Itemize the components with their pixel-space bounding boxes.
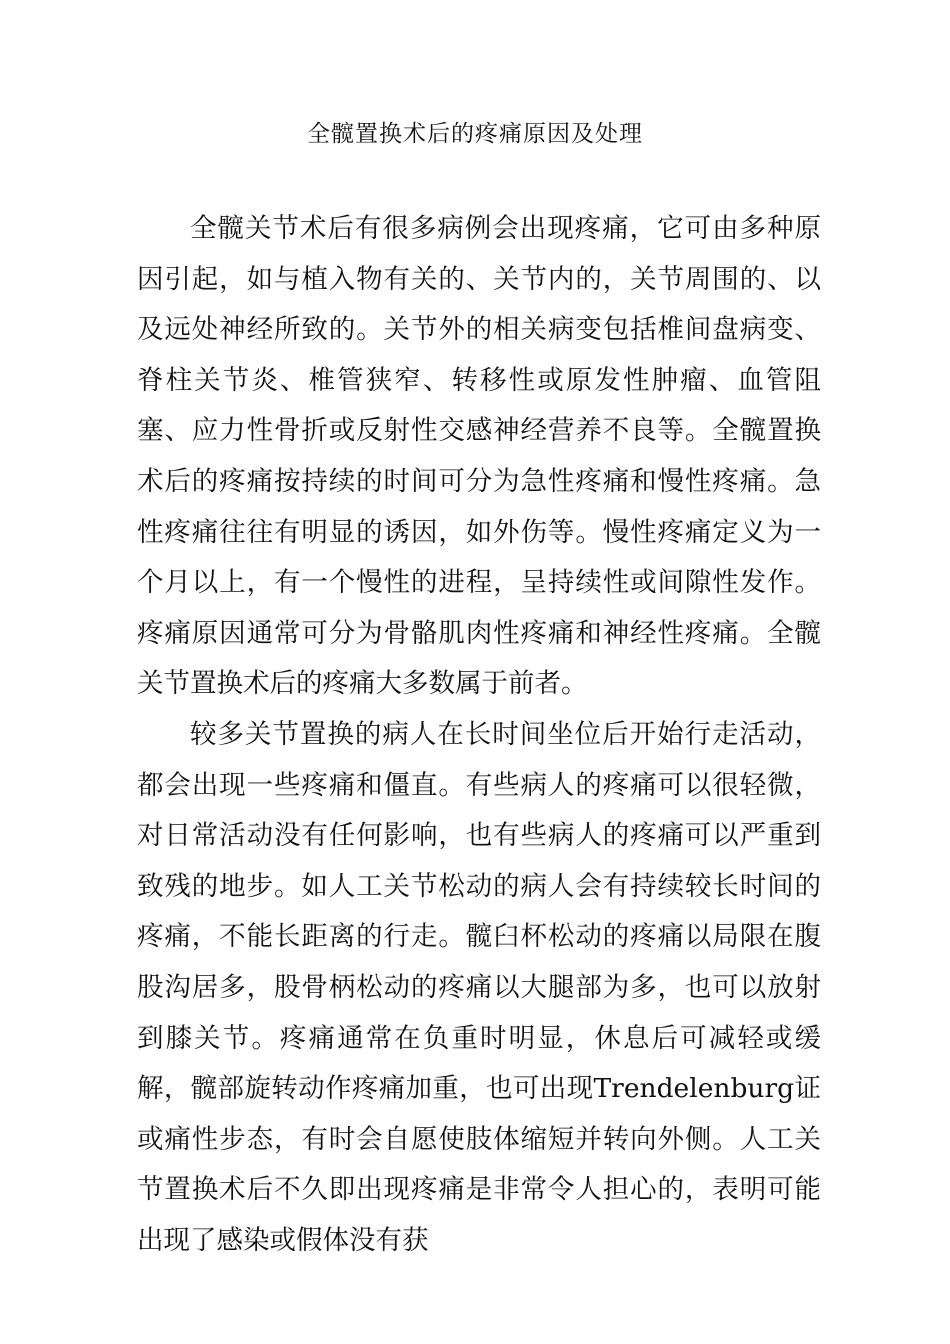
paragraph-2: 较多关节置换的病人在长时间坐位后开始行走活动，都会出现一些疼痛和僵直。有些病人的疼痛可以很轻微，对日常活动没有任何影响，也有些病人的疼痛可以严重到致残的地步。如人工关节松动的病人会有持续较长时间的疼痛，不能长距离的行走。髋臼杯松动的疼痛以局限在腹股沟居多，股骨柄松动的疼痛以大腿部为多，也可以放射到膝关节。疼痛通常在负重时明显，休息后可减轻或缓解，髋部旋转动作疼痛加重，也可出现Trendelenburg证或痛性步态，有时会自愿使肢体缩短并转向外侧。人工关节置换术后不久即出现疼痛是非常令人担心的，表明可能出现了感染或假体没有获 — [137, 718, 821, 1256]
paragraph-1: 全髋关节术后有很多病例会出现疼痛，它可由多种原因引起，如与植入物有关的、关节内的，关节周围的、以及远处神经所致的。关节外的相关病变包括椎间盘病变、脊柱关节炎、椎管狭窄、转移性或原发性肿瘤、血管阻塞、应力性骨折或反射性交感神经营养不良等。全髋置换术后的疼痛按持续的时间可分为急性疼痛和慢性疼痛。急性疼痛往往有明显的诱因，如外伤等。慢性疼痛定义为一个月以上，有一个慢性的进程，呈持续性或间隙性发作。疼痛原因通常可分为骨骼肌肉性疼痛和神经性疼痛。全髋关节置换术后的疼痛大多数属于前者。 — [137, 213, 821, 700]
document-body — [137, 204, 821, 1266]
document-title: 全髋置换术后的疼痛原因及处理 — [307, 121, 643, 147]
